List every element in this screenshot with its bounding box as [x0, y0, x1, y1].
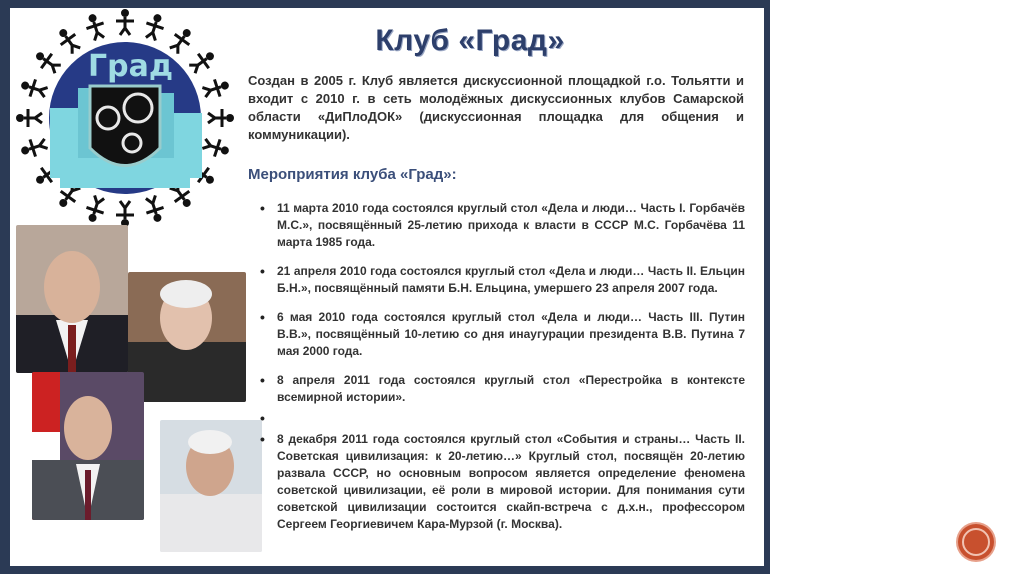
bullet-icon: •	[260, 263, 265, 279]
person-figure-icon	[19, 76, 49, 101]
bullet-icon: •	[260, 410, 265, 426]
club-logo	[10, 8, 240, 228]
photo-yeltsin	[128, 272, 246, 402]
event-item	[255, 200, 745, 251]
event-text: 21 апреля 2010 года состоялся круглый стол «Дела и люди… Часть II. Ельцин Б.Н.», посвящённый памяти Б.Н. Ельцина, умершего 23 апреля 2007 года.	[277, 264, 745, 295]
person-figure-icon	[116, 9, 134, 35]
person-figure-icon	[142, 194, 167, 224]
photo-gorbachev	[16, 225, 128, 373]
person-figure-icon	[19, 135, 49, 160]
intro-paragraph: Создан в 2005 г. Клуб является дискуссионной площадкой г.о. Тольятти и входит с 2010 г. в сеть молодёжных дискуссионных клубов Самарской области «ДиПлоДОК» (дискуссионная площадка для общения и коммуникации).	[248, 73, 744, 142]
bullet-icon: •	[260, 309, 265, 325]
person-figure-icon	[187, 47, 219, 77]
person-figure-icon	[116, 201, 134, 227]
events-heading: Мероприятия клуба «Град»:	[248, 166, 457, 183]
person-figure-icon	[16, 109, 42, 127]
slide-title: Клуб «Град»	[375, 24, 565, 57]
person-figure-icon	[201, 135, 231, 160]
person-figure-icon	[54, 25, 84, 57]
person-figure-icon	[32, 47, 64, 77]
photo-kara-murza	[160, 420, 262, 552]
bullet-icon: •	[260, 372, 265, 388]
event-item	[255, 263, 745, 297]
person-figure-icon	[83, 12, 108, 42]
next-slide-button[interactable]	[958, 524, 994, 560]
events-list	[255, 200, 745, 533]
button-ring-icon	[962, 528, 990, 556]
event-text: 11 марта 2010 года состоялся круглый стол «Дела и люди… Часть I. Горбачёв М.С.», посвящённый 25-летию прихода к власти в СССР М.С. Горбачёва 11 марта 1985 года.	[277, 201, 745, 249]
bullet-icon: •	[260, 431, 265, 447]
event-text: 6 мая 2010 года состоялся круглый стол «Дела и люди… Часть III. Путин В.В.», посвящённый 10-летию со дня инаугурации президента В.В. Путина 7 мая 2000 года.	[277, 310, 745, 358]
event-text: 8 апреля 2011 года состоялся круглый стол «Перестройка в контексте всемирной истории».	[277, 373, 745, 404]
person-figure-icon	[201, 76, 231, 101]
event-item	[255, 309, 745, 360]
person-figure-icon	[208, 109, 234, 127]
event-text: 8 декабря 2011 года состоялся круглый стол «События и страны… Часть II. Советская цивилизация: к 20-летию…» Круглый стол, посвящён 20-летию развала СССР, но основным вопросом является определение феномена советской цивилизации, её роли в мировой истории. Для понимания сути советской цивилизации состоится скайп-встреча с д.х.н., профессором Сергеем Георгиевичем Кара-Мурзой (г. Москва).	[277, 432, 745, 531]
photo-putin	[32, 372, 144, 520]
event-item	[255, 431, 745, 533]
bullet-icon: •	[260, 200, 265, 216]
event-item	[255, 372, 745, 406]
logo-text: Град	[88, 49, 174, 84]
event-item-empty	[255, 410, 745, 427]
person-figure-icon	[142, 12, 167, 42]
person-figure-icon	[83, 194, 108, 224]
